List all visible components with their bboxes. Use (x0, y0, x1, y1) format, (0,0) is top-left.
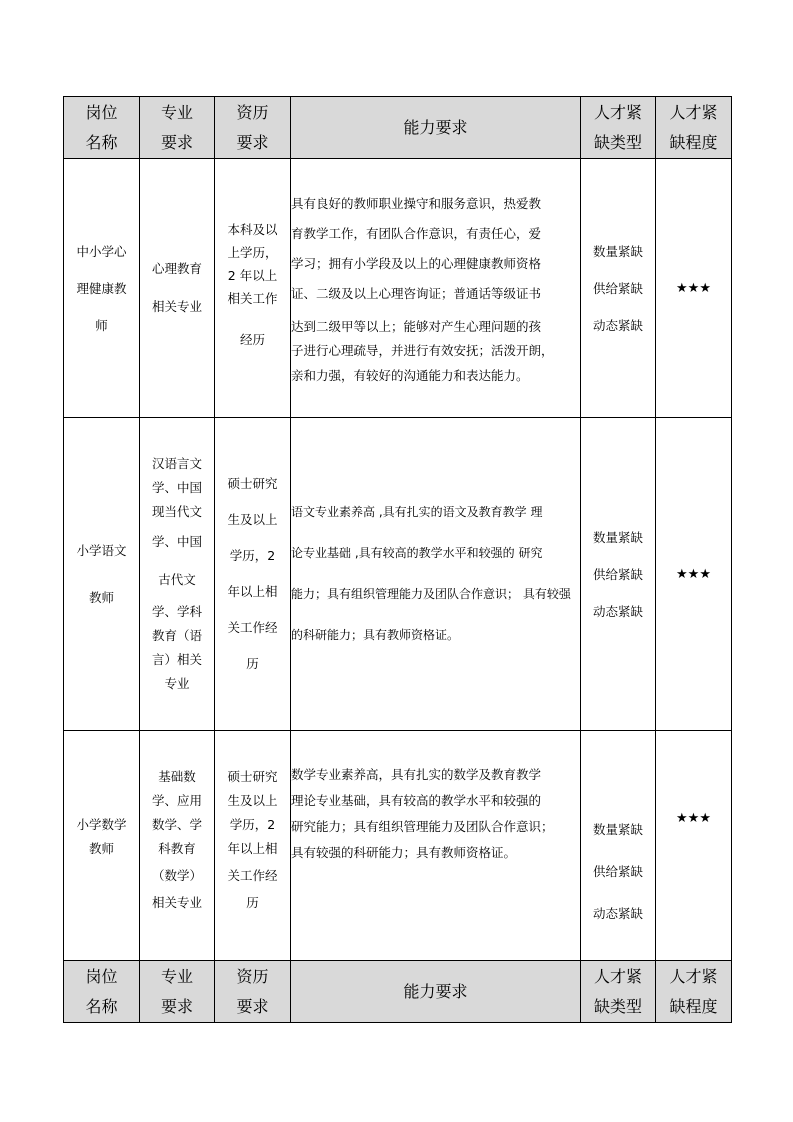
table-row (64, 731, 732, 961)
shortage-type-cell: 数量紧缺 供给紧缺 动态紧缺 (581, 731, 656, 961)
header-qualification: 资历 要求 (215, 961, 291, 1023)
header-qualification: 资历 要求 (215, 97, 291, 159)
ability-cell: 具有良好的教师职业操守和服务意识，热爱教 育教学工作，有团队合作意识，有责任心，爱 学习；拥有小学段及以上的心理健康教师资格 证、二级及以上心理咨询证；普通话等级证书 达到二级甲等以上；能够对产生心理问题的孩 子进行心理疏导，并进行有效安抚；活泼开朗， 亲和力强，有较好的沟通能力和表达能力。 (291, 159, 581, 418)
major-cell: 基础数 学、应用 数学、学 科教育 （数学） 相关专业 (140, 731, 215, 961)
header-major: 专业 要求 (140, 97, 215, 159)
job-requirements-table (63, 96, 732, 1023)
table-header-row (64, 97, 732, 159)
ability-cell: 数学专业素养高，具有扎实的数学及教育教学 理论专业基础，具有较高的教学水平和较强的 研究能力；具有组织管理能力及团队合作意识； 具有较强的科研能力；具有教师资格证。 (291, 731, 581, 961)
header-shortage-level: 人才紧 缺程度 (656, 97, 732, 159)
position-cell: 小学语文 教师 (64, 418, 140, 731)
shortage-level-stars: ★★★ (656, 418, 732, 731)
shortage-type-cell: 数量紧缺 供给紧缺 动态紧缺 (581, 418, 656, 731)
qualification-cell: 硕士研究 生及以上 学历，2 年以上相 关工作经 历 (215, 418, 291, 731)
table-row (64, 159, 732, 418)
header-shortage-type: 人才紧 缺类型 (581, 97, 656, 159)
position-cell: 小学数学 教师 (64, 731, 140, 961)
position-cell: 中小学心 理健康教 师 (64, 159, 140, 418)
ability-cell: 语文专业素养高 ,具有扎实的语文及教育教学 理 论专业基础 ,具有较高的教学水平和较强的 研究 能力；具有组织管理能力及团队合作意识； 具有较强 的科研能力；具有教师资格证。 (291, 418, 581, 731)
major-cell: 汉语言文 学、中国 现当代文 学、中国 古代文 学、学科 教育（语 言）相关 专业 (140, 418, 215, 731)
header-position: 岗位 名称 (64, 97, 140, 159)
qualification-cell: 硕士研究 生及以上 学历，2 年以上相 关工作经 历 (215, 731, 291, 961)
shortage-type-cell: 数量紧缺 供给紧缺 动态紧缺 (581, 159, 656, 418)
header-position: 岗位 名称 (64, 961, 140, 1023)
header-shortage-level: 人才紧 缺程度 (656, 961, 732, 1023)
header-major: 专业 要求 (140, 961, 215, 1023)
qualification-cell: 本科及以 上学历， 2 年以上 相关工作 经历 (215, 159, 291, 418)
shortage-level-stars: ★★★ (656, 159, 732, 418)
header-ability: 能力要求 (291, 97, 581, 159)
header-shortage-type: 人才紧 缺类型 (581, 961, 656, 1023)
table-row (64, 418, 732, 731)
table-header-row-repeat (64, 961, 732, 1023)
major-cell: 心理教育 相关专业 (140, 159, 215, 418)
shortage-level-stars: ★★★ (656, 731, 732, 961)
header-ability: 能力要求 (291, 961, 581, 1023)
